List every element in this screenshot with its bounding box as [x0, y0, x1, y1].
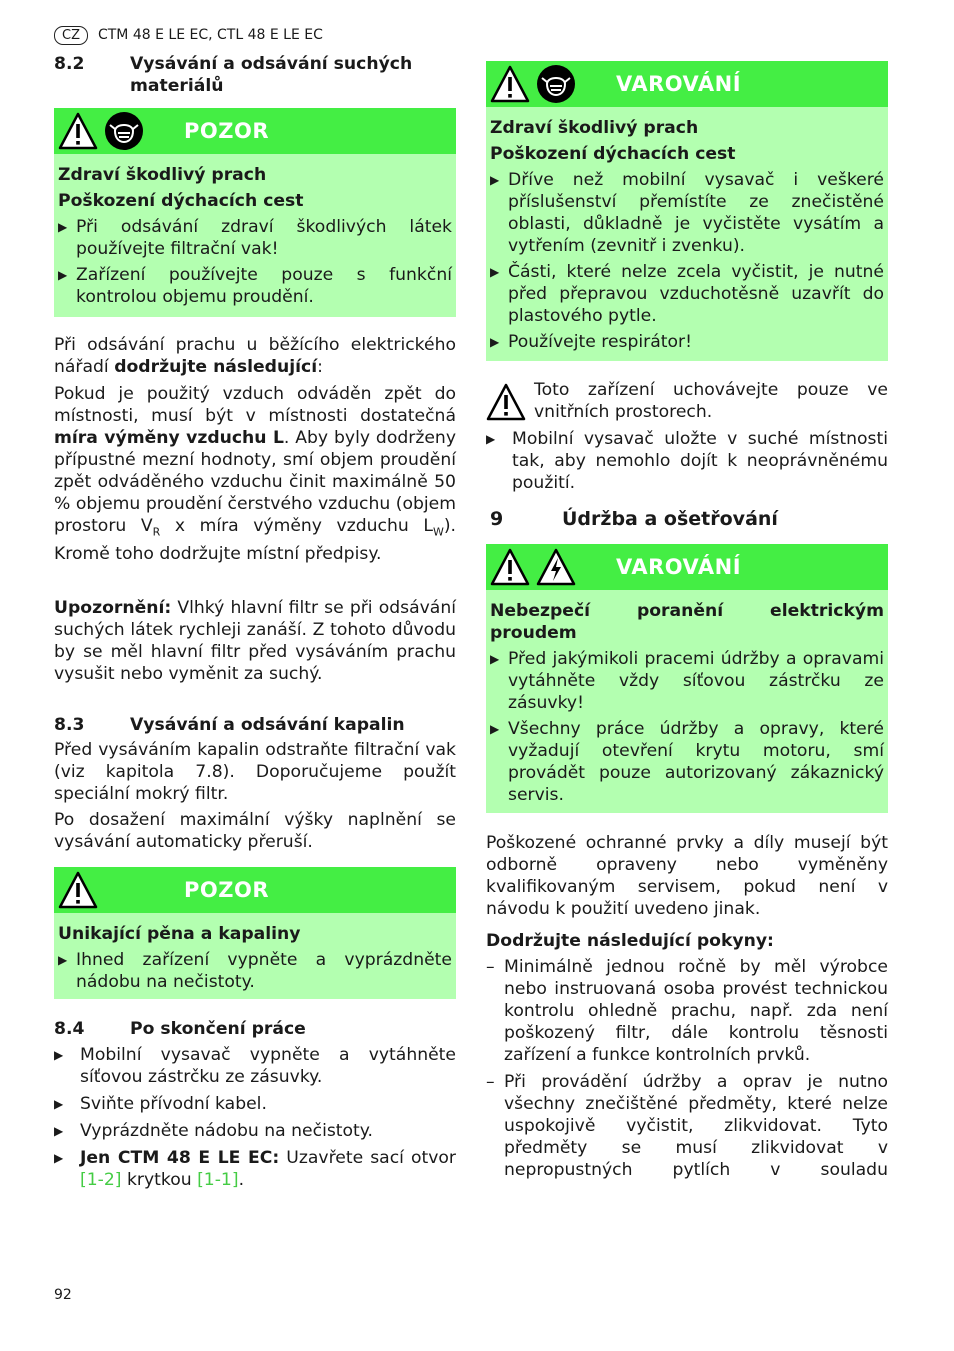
- respirator-mask-icon: [536, 64, 576, 104]
- bullet-arrow-icon: ▶: [58, 268, 68, 282]
- page-number: 92: [54, 1287, 72, 1303]
- after-work-list: [54, 1040, 456, 1191]
- warning-triangle-icon: [490, 548, 530, 586]
- bullet-arrow-icon: ▶: [54, 1048, 64, 1062]
- list-item: ▶ Při odsávání zdraví škodlivých látek používejte filtrační vak!: [58, 217, 452, 259]
- list-item: ▶ Jen CTM 48 E LE EC: Uzavřete sací otvor [1-2] krytkou [1-1].: [54, 1148, 456, 1190]
- list-item: ▶ Dříve než mobilní vysavač i veškeré příslušenství přemístíte ze znečistěné oblasti, důkladně je vyčistěte vysátím a vytřením (zevnitř i zvenku).: [490, 170, 884, 256]
- instructions-heading: Dodržujte následující pokyny:: [486, 931, 774, 951]
- model-title: CTM 48 E LE EC, CTL 48 E LE EC: [97, 27, 323, 43]
- reference-link[interactable]: [1-1]: [197, 1170, 239, 1190]
- list-item: ▶ Mobilní vysavač vypněte a vytáhněte síťovou zástrčku ze zásuvky.: [54, 1045, 456, 1087]
- paragraph: Při odsávání prachu u běžícího elektrického nářadí dodržujte následující:: [54, 335, 456, 377]
- bullet-arrow-icon: ▶: [54, 1124, 64, 1138]
- hazard-subtitle: Unikající pěna a kapaliny: [58, 924, 301, 944]
- varovani-title: VAROVÁNÍ: [616, 72, 742, 96]
- list-item: – Při provádění údržby a oprav je nutno všechny znečištěné předměty, které nelze uspokojivě vyčistit, zlikvidovat. Tyto předměty se musí zlikvidovat v nepropustných pytlích v souladu: [486, 1072, 888, 1180]
- varovani-title: VAROVÁNÍ: [616, 555, 742, 579]
- reference-link[interactable]: [1-2]: [80, 1170, 122, 1190]
- pozor-box-header: [54, 867, 456, 913]
- list-item: ▶ Používejte respirátor!: [490, 332, 692, 352]
- section-8-2-heading: 8.2 Vysávání a odsávání suchých materiálů: [54, 54, 413, 96]
- page-header: [54, 24, 323, 46]
- list-item: ▶ Zařízení používejte pouze s funkční kontrolou objemu proudění.: [58, 265, 452, 307]
- hazard-subtitle: Poškození dýchacích cest: [490, 144, 736, 164]
- language-badge: CZ: [54, 26, 88, 45]
- section-8-4-heading: 8.4 Po skončení práce: [54, 1019, 306, 1039]
- bullet-arrow-icon: ▶: [490, 652, 500, 666]
- storage-note: Toto zařízení uchovávejte pouze ve vnitřních prostorech.: [486, 379, 888, 423]
- bullet-arrow-icon: ▶: [486, 432, 496, 446]
- varovani-box-dust: [486, 61, 888, 361]
- pozor-box-dust: [54, 108, 456, 317]
- list-item: ▶ Vyprázdněte nádobu na nečistoty.: [54, 1121, 373, 1141]
- maintenance-list: [486, 951, 888, 1181]
- section-9-heading: 9 Údržba a ošetřování: [490, 508, 778, 530]
- list-item: ▶ Sviňte přívodní kabel.: [54, 1094, 267, 1114]
- hazard-subtitle: Nebezpečí poranění elektrickým proudem: [490, 601, 884, 643]
- paragraph: Po dosažení maximální výšky naplnění se vysávání automaticky přeruší.: [54, 810, 456, 852]
- pozor-title: POZOR: [184, 119, 269, 143]
- section-8-3-heading: 8.3 Vysávání a odsávání kapalin: [54, 715, 405, 735]
- hazard-subtitle: Zdraví škodlivý prach: [58, 165, 267, 185]
- hazard-subtitle: Zdraví škodlivý prach: [490, 118, 699, 138]
- bullet-arrow-icon: ▶: [54, 1151, 64, 1165]
- varovani-box-electric: [486, 544, 888, 813]
- bullet-arrow-icon: ▶: [58, 220, 68, 234]
- pozor-box-foam: [54, 867, 456, 999]
- pozor-box-header: [54, 108, 456, 154]
- list-item: ▶ Části, které nelze zcela vyčistit, je nutné před přepravou vzduchotěsně uzavřít do plastového pytle.: [490, 262, 884, 326]
- warning-triangle-icon: [58, 871, 98, 909]
- warning-triangle-icon: [486, 379, 534, 423]
- pozor-title: POZOR: [184, 878, 269, 902]
- list-item: ▶ Před jakýmikoli pracemi údržby a opravami vytáhněte vždy síťovou zástrčku ze zásuvky!: [490, 649, 884, 713]
- bullet-arrow-icon: ▶: [54, 1097, 64, 1111]
- varovani-box-header: [486, 544, 888, 590]
- varovani-box-header: [486, 61, 888, 107]
- bullet-arrow-icon: ▶: [490, 335, 500, 349]
- warning-triangle-icon: [490, 65, 530, 103]
- paragraph: Poškozené ochranné prvky a díly musejí být odborně opraveny nebo vyměněny kvalifikovaným servisem, pokud není v návodu k použití uvedeno jinak.: [486, 833, 888, 919]
- bullet-arrow-icon: ▶: [490, 173, 500, 187]
- paragraph-air-exchange: Pokud je použitý vzduch odváděn zpět do místnosti, musí být v místnosti dostatečná míra výměny vzduchu L. Aby byly dodrženy přípustné mezní hodnoty, smí objem proudění zpět odváděného vzduchu činit maximálně 50 % objemu proudění čerstvého vzduchu (objem prostoru $V_R$ x míra výměny vzduchu $L_W$). Kromě toho dodržujte místní předpisy.: [54, 384, 456, 565]
- storage-list: [486, 424, 888, 494]
- bullet-arrow-icon: ▶: [490, 265, 500, 279]
- list-item: – Minimálně jednou ročně by měl výrobce nebo instruovaná osoba provést technickou kontrolu ohledně prachu, např. zda není poškozený filtr, dále kontrolu těsnosti zařízení a funkce kontrolních prvků.: [486, 957, 888, 1065]
- list-item: ▶ Ihned zařízení vypněte a vyprázdněte nádobu na nečistoty.: [58, 950, 452, 992]
- list-item: ▶ Všechny práce údržby a opravy, které vyžadují otevření krytu motoru, smí provádět pouze autorizovaný zákaznický servis.: [490, 719, 884, 805]
- warning-triangle-icon: [58, 112, 98, 150]
- paragraph-note: Upozornění: Vlhký hlavní filtr se při odsávání suchých látek rychleji zanáší. Z tohoto důvodu by se měl hlavní filtr před vysáváním prachu vysušit nebo vyměnit za suchý.: [54, 598, 456, 684]
- paragraph: Před vysáváním kapalin odstraňte filtrační vak (viz kapitola 7.8). Doporučujeme použít speciální mokrý filtr.: [54, 740, 456, 804]
- bullet-arrow-icon: ▶: [58, 953, 68, 967]
- respirator-mask-icon: [104, 111, 144, 151]
- electric-shock-icon: [536, 548, 576, 586]
- list-item: ▶ Mobilní vysavač uložte v suché místnosti tak, aby nemohlo dojít k neoprávněnému použití.: [486, 429, 888, 493]
- bullet-arrow-icon: ▶: [490, 722, 500, 736]
- hazard-subtitle: Poškození dýchacích cest: [58, 191, 304, 211]
